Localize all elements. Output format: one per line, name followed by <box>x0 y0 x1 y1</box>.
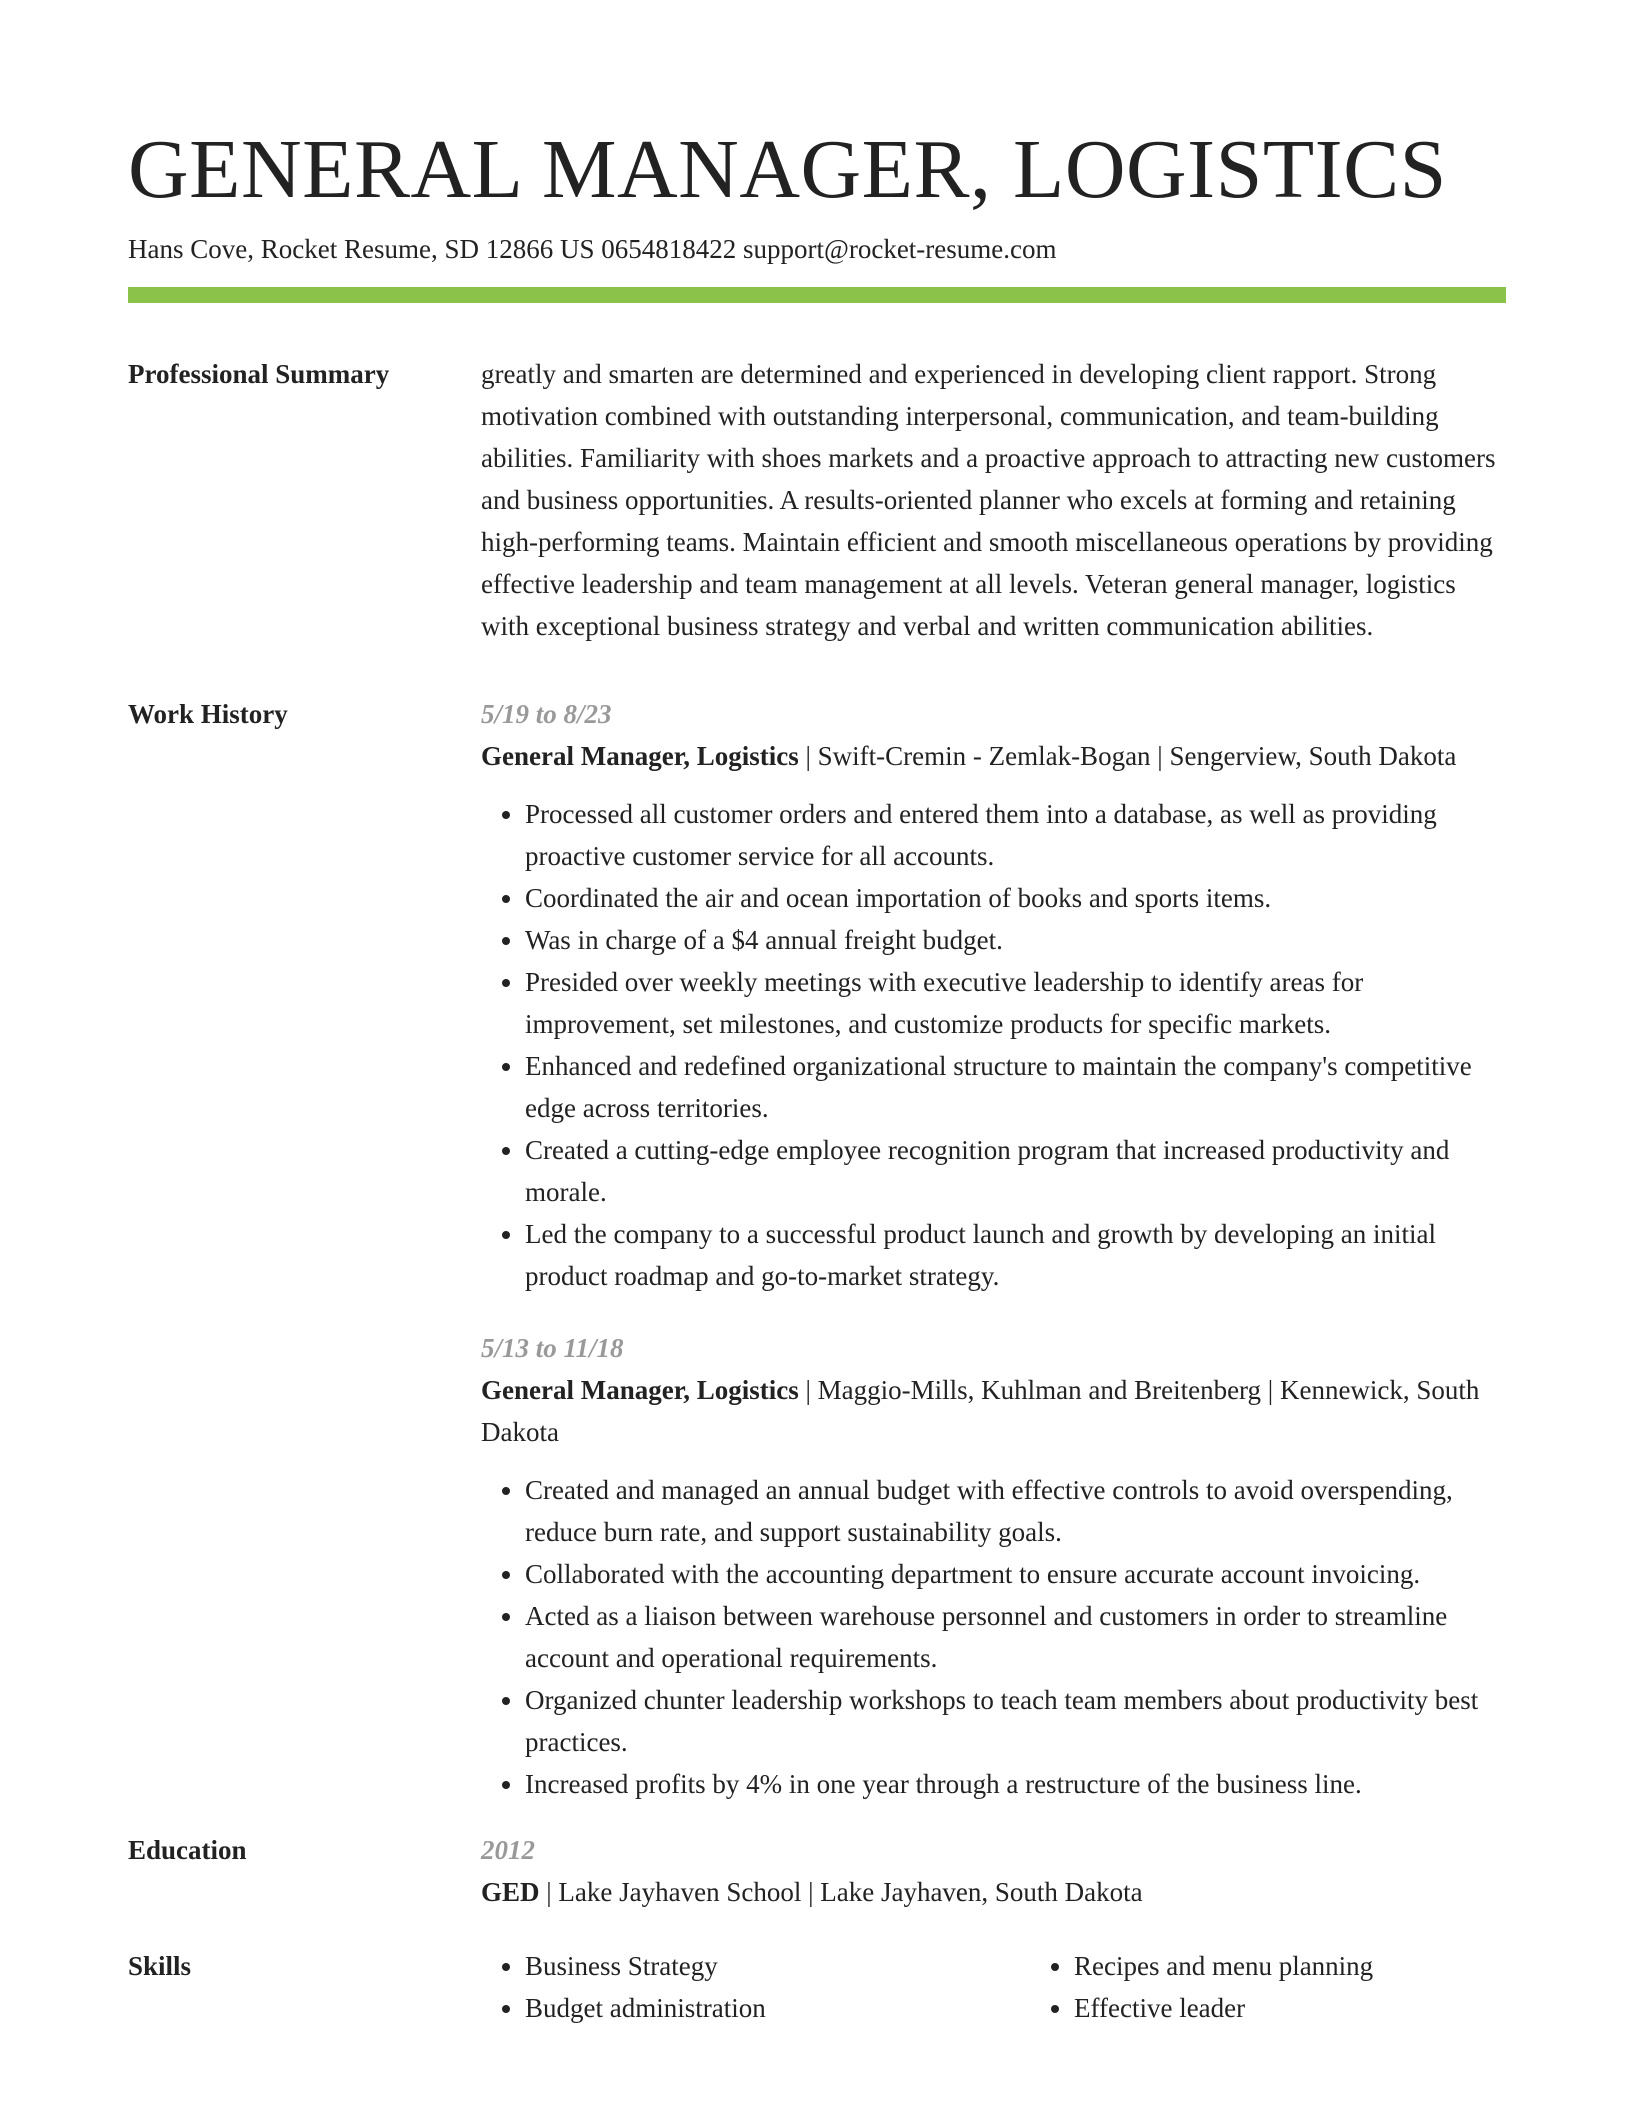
job-bullet: • Collaborated with the accounting department to ensure accurate account invoicing. <box>525 1553 1506 1595</box>
header-divider <box>128 287 1506 303</box>
job-bullet: • Acted as a liaison between warehouse personnel and customers in order to streamline account and operational requirements. <box>525 1595 1506 1679</box>
summary-section <box>128 353 1506 647</box>
job-title: General Manager, Logistics <box>481 741 799 771</box>
job-bullet: • Processed all customer orders and entered them into a database, as well as providing proactive customer service for all accounts. <box>525 793 1506 877</box>
job-bullet: • Coordinated the air and ocean importation of books and sports items. <box>525 877 1506 919</box>
job-dates: 5/19 to 8/23 <box>481 699 612 729</box>
summary-text: greatly and smarten are determined and experienced in developing client rapport. Strong motivation combined with outstanding interpersonal, communication, and team-building abilities. Familiarity with shoes markets and a proactive approach to attracting new customers and business opportunities. A results-oriented planner who excels at forming and retaining high-performing teams. Maintain efficient and smooth miscellaneous operations by providing effective leadership and team management at all levels. Veteran general manager, logistics with exceptional business strategy and verbal and written communication abilities. <box>481 359 1496 641</box>
job-heading <box>481 735 1506 777</box>
job-dates: 5/13 to 11/18 <box>481 1333 624 1363</box>
section-label-education: Education <box>128 1835 247 1865</box>
section-label-summary: Professional Summary <box>128 359 390 389</box>
job-entry <box>481 693 1506 1297</box>
skill-item: • Business Strategy <box>525 1945 1030 1987</box>
summary-content <box>481 353 1506 647</box>
job-bullet: • Enhanced and redefined organizational structure to maintain the company's competitive edge across territories. <box>525 1045 1506 1129</box>
section-label-work-history: Work History <box>128 699 288 729</box>
education-details: | Lake Jayhaven School | Lake Jayhaven, South Dakota <box>539 1877 1143 1907</box>
job-details: | Swift-Cremin - Zemlak-Bogan | Sengerview, South Dakota <box>798 741 1457 771</box>
contact-name: Hans Cove, <box>128 234 254 264</box>
education-section <box>128 1829 1506 1913</box>
skills-grid <box>481 1945 1579 2029</box>
job-heading <box>481 1369 1506 1453</box>
skill-item: • Budget administration <box>525 1987 1030 2029</box>
job-bullets <box>481 793 1506 1297</box>
job-details: | Maggio-Mills, Kuhlman and Breitenberg | Kennewick, South Dakota <box>481 1375 1480 1447</box>
resume-title: GENERAL MANAGER, LOGISTICS <box>128 123 1447 216</box>
education-heading <box>481 1871 1506 1913</box>
skills-list-right <box>1030 1945 1579 2029</box>
education-content <box>481 1829 1506 1913</box>
contact-phone: 0654818422 <box>601 234 737 264</box>
section-label-skills: Skills <box>128 1951 192 1981</box>
work-history-section <box>128 693 1506 1805</box>
job-bullet: • Organized chunter leadership workshops to teach team members about productivity best practices. <box>525 1679 1506 1763</box>
job-bullet: • Was in charge of a $4 annual freight budget. <box>525 919 1506 961</box>
skills-content <box>481 1945 1579 2029</box>
work-history-content <box>481 693 1506 1805</box>
skills-list-left <box>481 1945 1030 2029</box>
job-bullet: • Increased profits by 4% in one year through a restructure of the business line. <box>525 1763 1506 1805</box>
education-degree: GED <box>481 1877 540 1907</box>
job-bullet: • Created and managed an annual budget with effective controls to avoid overspending, reduce burn rate, and support sustainability goals. <box>525 1469 1506 1553</box>
education-year: 2012 <box>481 1835 535 1865</box>
contact-address: Rocket Resume, SD 12866 US <box>260 234 595 264</box>
job-bullets <box>481 1469 1506 1805</box>
contact-line <box>128 229 1506 269</box>
job-title: General Manager, Logistics <box>481 1375 799 1405</box>
job-bullet: • Created a cutting-edge employee recognition program that increased productivity and morale. <box>525 1129 1506 1213</box>
job-bullet: • Presided over weekly meetings with executive leadership to identify areas for improvement, set milestones, and customize products for specific markets. <box>525 961 1506 1045</box>
job-entry <box>481 1327 1506 1805</box>
skills-section <box>128 1945 1506 2029</box>
contact-email: support@rocket-resume.com <box>742 234 1057 264</box>
skill-item: • Recipes and menu planning <box>1074 1945 1579 1987</box>
skill-item: • Effective leader <box>1074 1987 1579 2029</box>
resume-page <box>128 120 1506 2029</box>
job-bullet: • Led the company to a successful product launch and growth by developing an initial product roadmap and go-to-market strategy. <box>525 1213 1506 1297</box>
